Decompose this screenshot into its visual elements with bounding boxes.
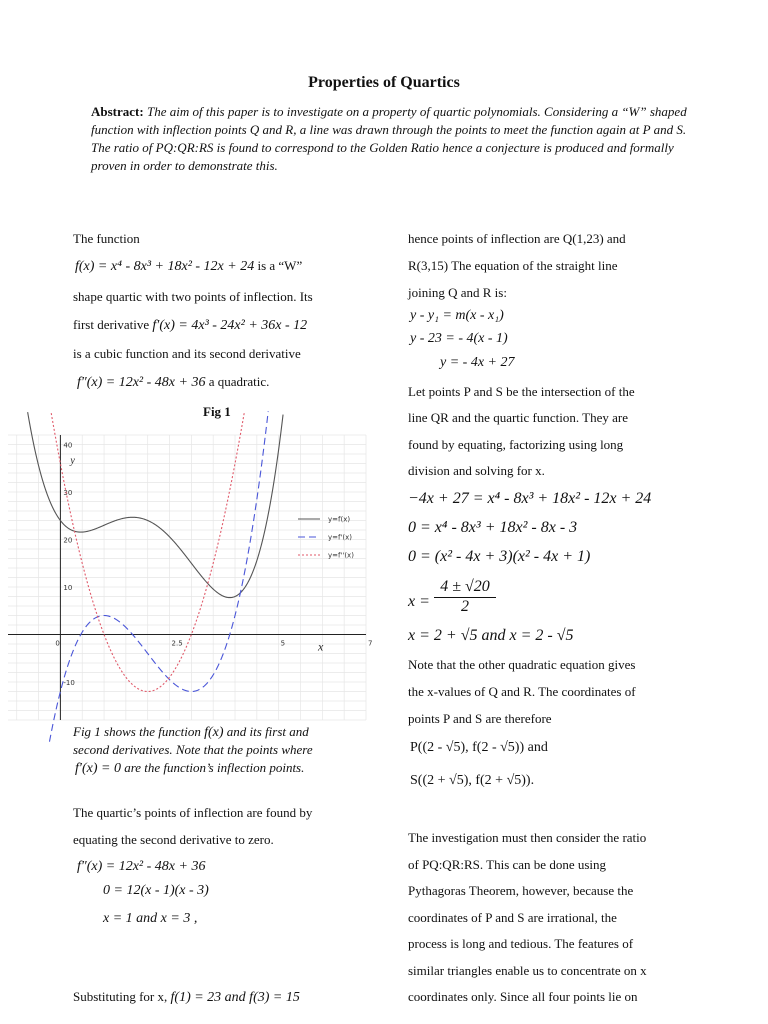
left-p2: shape quartic with two points of inflection. Its (73, 289, 313, 304)
right-r10: points P and S are therefore (408, 711, 552, 726)
right-r17: coordinates only. Since all four points lie on (408, 989, 638, 1004)
right-r1: hence points of inflection are Q(1,23) and (408, 231, 626, 246)
right-r15: process is long and tedious. The features of (408, 936, 634, 951)
point-s: S((2 + √5), f(2 + √5)). (410, 773, 535, 788)
x-tick-label: 5 (280, 639, 286, 648)
fpp-tail: a quadratic. (205, 374, 270, 389)
y-tick-label: 20 (63, 536, 73, 545)
y-tick-label: 40 (63, 441, 73, 450)
fraction-denominator: 2 (434, 597, 496, 616)
eq-solve-1: −4x + 27 = x⁴ - 8x³ + 18x² - 12x + 24 (408, 490, 652, 507)
f-equation: f(x) = x⁴ - 8x³ + 18x² - 12x + 24 (75, 259, 255, 274)
eq-solve-2: 0 = x⁴ - 8x³ + 18x² - 8x - 3 (408, 519, 578, 536)
right-r13: Pythagoras Theorem, however, because the (408, 883, 634, 898)
right-r6: found by equating, factorizing using long (408, 437, 624, 452)
legend-label: y=f''(x) (328, 551, 354, 560)
caption-3a: f′(x) = 0 (75, 761, 121, 776)
right-r14: coordinates of P and S are irrational, the (408, 910, 617, 925)
right-r8: Note that the other quadratic equation gives (408, 657, 636, 672)
y-tick-label: 30 (63, 489, 73, 497)
right-r16: similar triangles enable us to concentrate on x (408, 963, 647, 978)
left-p5: The quartic’s points of inflection are found by (73, 805, 313, 820)
right-r9: the x-values of Q and R. The coordinates of (408, 684, 636, 699)
right-r4: Let points P and S be the intersection of the (408, 384, 635, 399)
x-tick-label: 2.5 (171, 639, 183, 648)
right-r5: line QR and the quartic function. They are (408, 410, 628, 425)
caption-line-3 (75, 760, 304, 777)
caption-3b: are the function’s inflection points. (120, 760, 305, 775)
legend-label: y=f(x) (328, 515, 351, 524)
x-tick-label: 7 (368, 639, 373, 648)
eq-solve-3: 0 = (x² - 4x + 3)(x² - 4x + 1) (408, 548, 591, 565)
fp-equation: f′(x) = 4x³ - 24x² + 36x - 12 (152, 318, 308, 333)
fraction-numerator: 4 ± √20 (440, 578, 490, 595)
eq-line-point: y - 23 = - 4(x - 1) (410, 331, 508, 346)
caption-1a: Fig 1 shows the function (73, 724, 205, 739)
legend-label: y=f'(x) (328, 533, 353, 542)
y-tick-label: -10 (63, 679, 75, 687)
eq-roots: x = 1 and x = 3 , (103, 911, 198, 926)
left-p7-line (73, 989, 300, 1006)
left-f-line (75, 258, 302, 275)
point-p: P((2 - √5), f(2 - √5)) and (410, 740, 548, 755)
x-tick-label: 0 (55, 639, 60, 648)
left-p4: is a cubic function and its second derivative (73, 346, 301, 361)
abstract-text: The aim of this paper is to investigate on a property of quartic polynomials. Considering a “W” shaped function with inflection points Q and R, a line was drawn through the points to meet the function again at P and S. The ratio of PQ:QR:RS is found to correspond to the Golden Ratio hence a conjecture is produced and formally proven in order to demonstrate this. (91, 104, 687, 173)
eq-line-final: y = - 4x + 27 (440, 355, 515, 370)
eq-fpp: f″(x) = 12x² - 48x + 36 (77, 859, 206, 874)
left-p7b: f(1) = 23 and f(3) = 15 (170, 990, 300, 1005)
eq-solve-5: x = 2 + √5 and x = 2 - √5 (408, 627, 574, 644)
left-fp-line (73, 317, 307, 334)
f-equation-tail: is a “W” (254, 258, 303, 273)
caption-1c: and its first and (223, 724, 309, 739)
caption-line-2: second derivatives. Note that the points where (73, 742, 313, 757)
caption-line-1 (73, 724, 309, 741)
eq-line-general: y - y₁ = m(x - x₁) (410, 308, 504, 323)
function-chart (8, 435, 373, 720)
right-r3: joining Q and R is: (408, 285, 507, 300)
right-r11: The investigation must then consider the ratio (408, 830, 647, 845)
left-fpp-line (77, 374, 269, 391)
y-tick-label: 10 (63, 584, 73, 592)
right-r2: R(3,15) The equation of the straight line (408, 258, 618, 273)
right-r12: of PQ:QR:RS. This can be done using (408, 857, 607, 872)
eq-factored: 0 = 12(x - 1)(x - 3) (103, 883, 209, 898)
left-p3: first derivative (73, 317, 153, 332)
fpp-equation: f″(x) = 12x² - 48x + 36 (77, 375, 206, 390)
abstract (91, 103, 691, 175)
right-r7: division and solving for x. (408, 463, 545, 478)
x-axis-label: x (317, 639, 324, 654)
caption-1b: f(x) (204, 725, 224, 740)
fig-label: Fig 1 (203, 404, 231, 419)
y-axis-label: y (70, 455, 75, 467)
left-p7a: Substituting for x, (73, 989, 171, 1004)
left-p6: equating the second derivative to zero. (73, 832, 274, 847)
abstract-label: Abstract: (91, 104, 144, 119)
eq-solve-4-fraction (434, 578, 496, 616)
left-p1: The function (73, 231, 140, 246)
paper-title: Properties of Quartics (308, 74, 460, 91)
eq-solve-4-lhs: x = (408, 593, 430, 610)
